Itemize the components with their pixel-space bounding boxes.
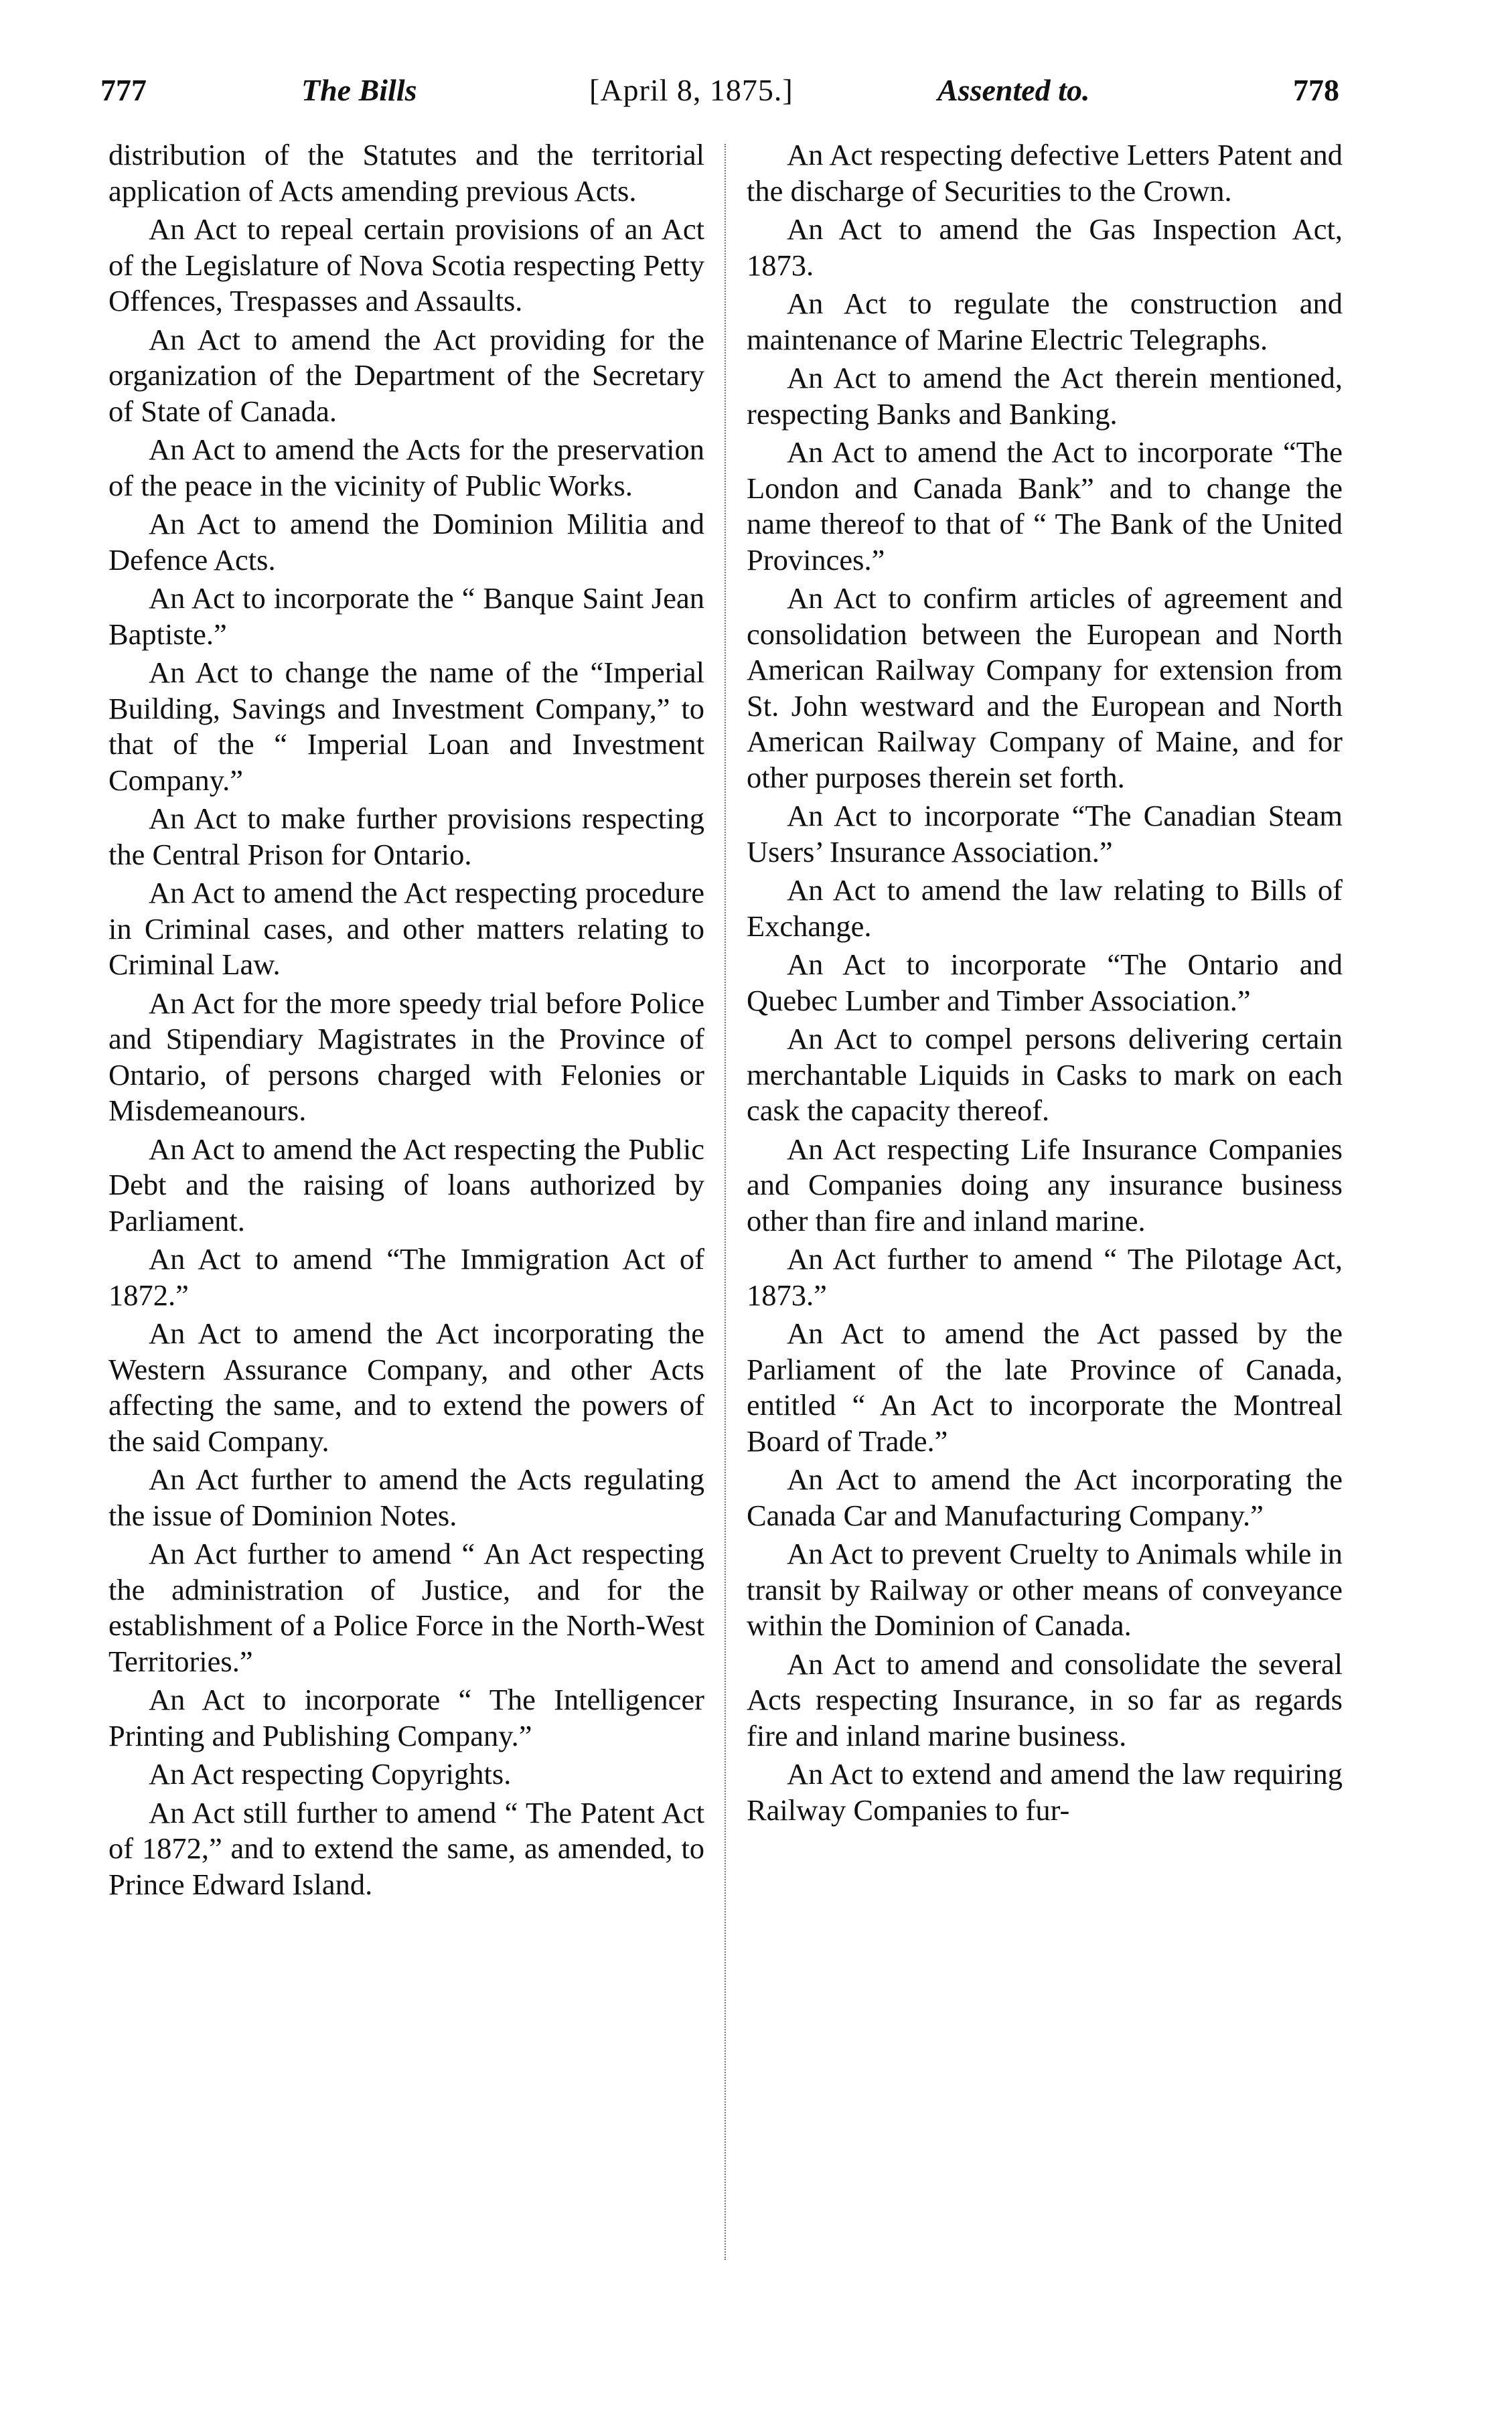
bill-entry: An Act to extend and amend the law requiring Railway Companies to fur- (747, 1757, 1343, 1827)
bill-entry: An Act further to amend “ The Pilotage Act, 1873.” (747, 1242, 1343, 1312)
bill-entry: An Act to amend the Act incorporating the Canada Car and Manufacturing Company.” (747, 1462, 1343, 1532)
bill-entry: An Act to amend the Act to incorporate “The London and Canada Bank” and to change the name thereof to that of “ The Bank of the United Provinces.” (747, 435, 1343, 577)
bill-entry: An Act respecting defective Letters Patent and the discharge of Securities to the Crown. (747, 138, 1343, 208)
bill-entry: An Act to amend the Acts for the preservation of the peace in the vicinity of Public Works. (108, 433, 704, 502)
column-divider (725, 144, 726, 2260)
bill-entry: An Act to make further provisions respecting the Central Prison for Ontario. (108, 802, 704, 871)
bill-entry: An Act to compel persons delivering certain merchantable Liquids in Casks to mark on each cask the capacity thereof. (747, 1022, 1343, 1127)
bill-entry: An Act to incorporate “The Ontario and Quebec Lumber and Timber Association.” (747, 948, 1343, 1017)
bill-entry: distribution of the Statutes and the territorial application of Acts amending previous Acts. (108, 138, 704, 208)
bill-entry: An Act still further to amend “ The Patent Act of 1872,” and to extend the same, as amended, to Prince Edward Island. (108, 1795, 704, 1901)
bill-entry: An Act to amend the Dominion Militia and Defence Acts. (108, 507, 704, 577)
bill-entry: An Act to repeal certain provisions of an Act of the Legislature of Nova Scotia respecting Petty Offences, Trespasses and Assaults. (108, 212, 704, 317)
bill-entry: An Act to amend the Act incorporating the Western Assurance Company, and other Acts affecting the same, and to extend the powers of the said Company. (108, 1316, 704, 1458)
bill-entry: An Act to incorporate “ The Intelligencer Printing and Publishing Company.” (108, 1683, 704, 1752)
bill-entry: An Act to amend the Act providing for the organization of the Department of the Secretary of State of Canada. (108, 322, 704, 428)
right-running-title: Assented to. (937, 73, 1090, 107)
header-date: [April 8, 1875.] (589, 73, 793, 107)
left-column (108, 137, 704, 1905)
bill-entry: An Act to prevent Cruelty to Animals while in transit by Railway or other means of conveyance within the Dominion of Canada. (747, 1537, 1343, 1642)
right-page-number: 778 (1293, 73, 1339, 107)
left-page-number: 777 (100, 73, 147, 107)
bill-entry: An Act to confirm articles of agreement and consolidation between the European and North American Railway Company for extension from St. John westward and the European and North American Railway Company of Maine, and for other purposes therein set forth. (747, 581, 1343, 794)
left-running-title: The Bills (301, 73, 417, 107)
bill-entry: An Act to incorporate “The Canadian Steam Users’ Insurance Association.” (747, 799, 1343, 869)
bill-entry: An Act to amend the Gas Inspection Act, 1873. (747, 212, 1343, 282)
bill-entry: An Act to change the name of the “Imperial Building, Savings and Investment Company,” to that of the “ Imperial Loan and Investment Company.” (108, 656, 704, 797)
bill-entry: An Act further to amend the Acts regulating the issue of Dominion Notes. (108, 1462, 704, 1532)
bill-entry: An Act to amend and consolidate the several Acts respecting Insurance, in so far as regards fire and inland marine business. (747, 1647, 1343, 1752)
bill-entry: An Act to amend the Act therein mentioned, respecting Banks and Banking. (747, 361, 1343, 431)
bill-entry: An Act respecting Life Insurance Companies and Companies doing any insurance business other than fire and inland marine. (747, 1132, 1343, 1237)
bill-entry: An Act for the more speedy trial before Police and Stipendiary Magistrates in the Province of Ontario, of persons charged with Felonies or Misdemeanours. (108, 986, 704, 1127)
bill-entry: An Act to amend the law relating to Bills of Exchange. (747, 873, 1343, 943)
bill-entry: An Act to incorporate the “ Banque Saint Jean Baptiste.” (108, 581, 704, 651)
bill-entry: An Act to amend the Act respecting procedure in Criminal cases, and other matters relating to Criminal Law. (108, 876, 704, 981)
bill-entry: An Act to amend the Act respecting the Public Debt and the raising of loans authorized by Parliament. (108, 1132, 704, 1237)
bill-entry: An Act to regulate the construction and maintenance of Marine Electric Telegraphs. (747, 287, 1343, 356)
bill-entry: An Act further to amend “ An Act respecting the administration of Justice, and for the establishment of a Police Force in the North-West Territories.” (108, 1537, 704, 1678)
bill-entry: An Act to amend “The Immigration Act of 1872.” (108, 1242, 704, 1312)
bill-entry: An Act respecting Copyrights. (149, 1757, 512, 1791)
bill-entry: An Act to amend the Act passed by the Parliament of the late Province of Canada, entitled “ An Act to incorporate the Montreal Board of Trade.” (747, 1316, 1343, 1458)
running-header (100, 64, 1339, 117)
right-column (747, 137, 1343, 1831)
